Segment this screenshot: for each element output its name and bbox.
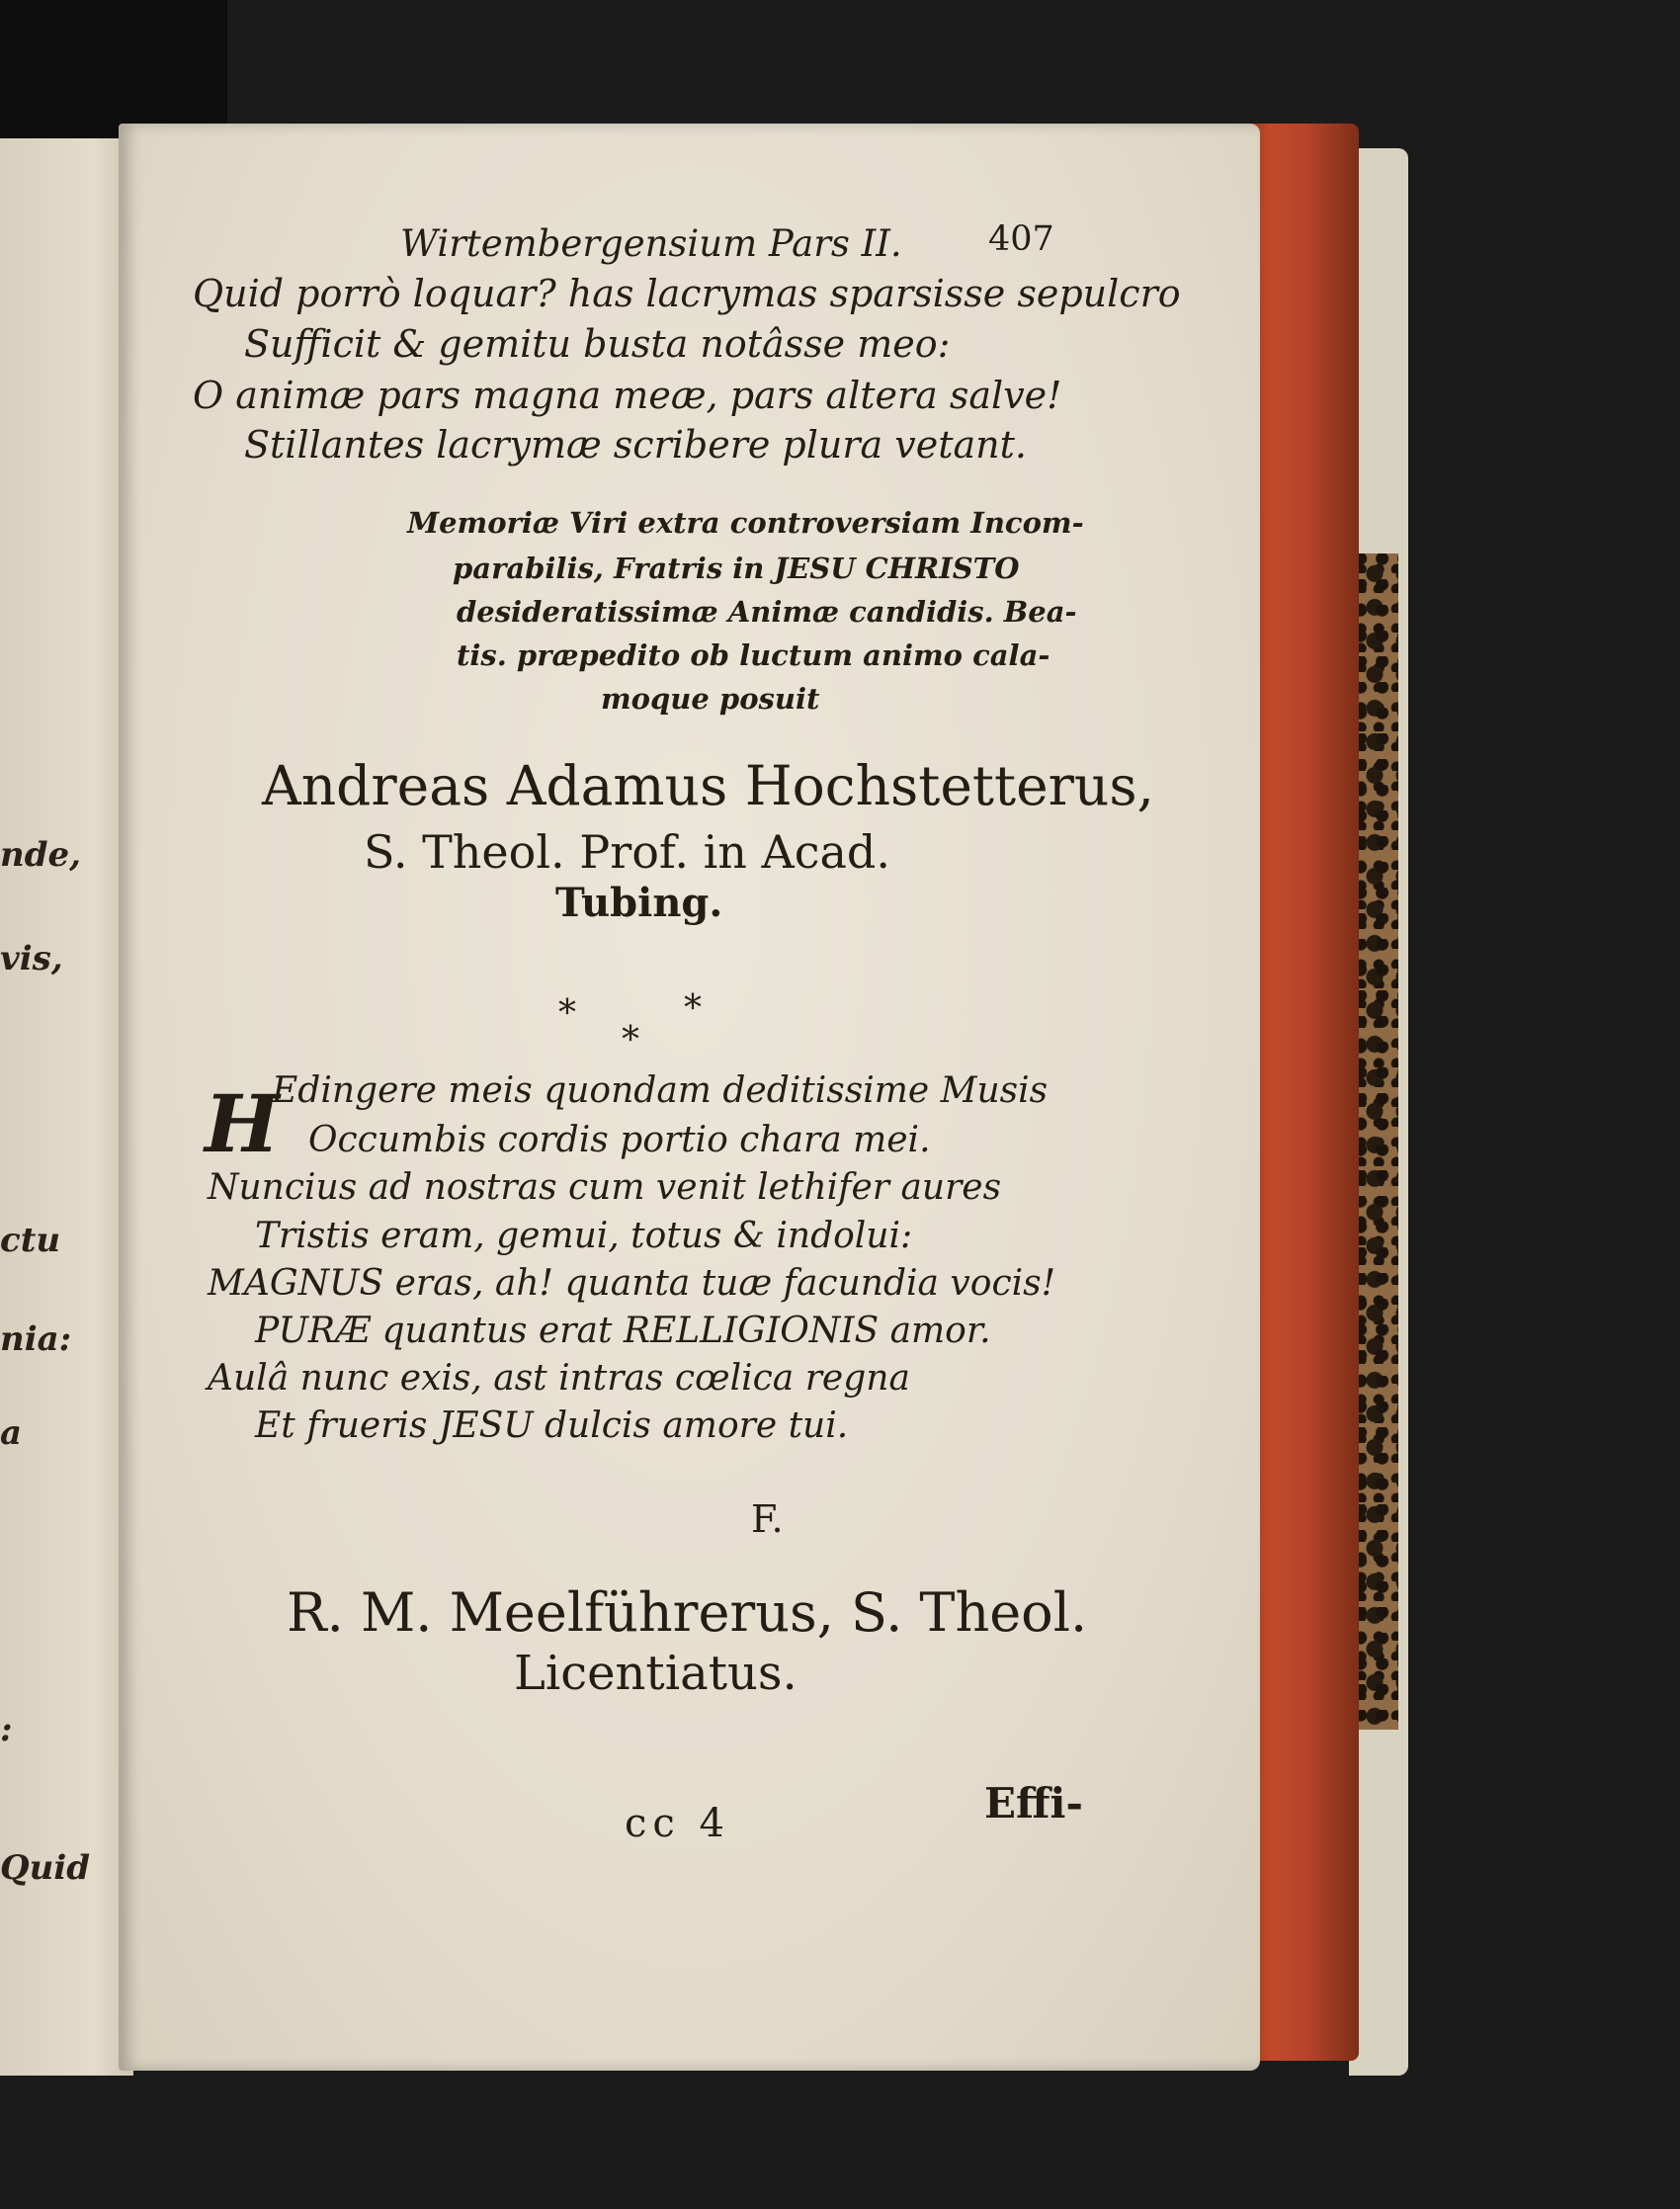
facing-page-left xyxy=(0,138,133,2076)
poem-line: PURÆ quantus erat RELLIGIONIS amor. xyxy=(255,1311,991,1351)
asterism-star: * xyxy=(622,1020,639,1061)
left-fragment: vis, xyxy=(0,939,63,978)
signatory-name: Andreas Adamus Hochstetterus, xyxy=(262,754,1155,817)
poem-line: Stillantes lacrymæ scribere plura vetant. xyxy=(244,423,1027,467)
poem-line: Sufficit & gemitu busta notâsse meo: xyxy=(244,322,951,366)
poem-line: Edingere meis quondam deditissime Musis xyxy=(272,1070,1049,1111)
page-number: 407 xyxy=(988,219,1054,259)
poem-line: Aulâ nunc exis, ast intras cœlica regna xyxy=(208,1358,910,1399)
signatory-name: R. M. Meelführerus, S. Theol. xyxy=(287,1581,1088,1644)
drop-cap: H xyxy=(205,1077,280,1170)
left-fragment: : xyxy=(0,1710,13,1749)
left-fragment: Quid xyxy=(0,1848,91,1888)
poem-line: O animæ pars magna meæ, pars altera salve! xyxy=(193,374,1062,417)
left-fragment: a xyxy=(0,1413,23,1453)
left-fragment: ctu xyxy=(0,1221,61,1260)
asterism-star: * xyxy=(558,993,576,1034)
dedication-line: moque posuit xyxy=(601,682,820,716)
poem-line: Quid porrò loquar? has lacrymas sparsisse sepulcro xyxy=(193,272,1181,315)
signature-mark: cc 4 xyxy=(625,1801,730,1846)
signatory-initial: F. xyxy=(751,1497,784,1541)
poem-line: Tristis eram, gemui, totus & indolui: xyxy=(255,1216,913,1256)
dedication-line: tis. præpedito ob luctum animo cala- xyxy=(457,638,1050,672)
dedication-line: desideratissimæ Animæ candidis. Bea- xyxy=(457,595,1077,629)
signatory-place: Tubing. xyxy=(555,880,723,926)
poem-line: Et frueris JESU dulcis amore tui. xyxy=(255,1405,849,1446)
left-fragment: nde, xyxy=(0,835,81,875)
running-head: Wirtembergensium Pars II. xyxy=(400,222,902,265)
left-fragment: nia: xyxy=(0,1319,72,1359)
asterism-star: * xyxy=(684,988,702,1029)
poem-line: Nuncius ad nostras cum venit lethifer aures xyxy=(208,1167,1002,1208)
signatory-title: Licentiatus. xyxy=(514,1646,798,1701)
catchword: Effi- xyxy=(984,1779,1083,1827)
background-shadow xyxy=(0,0,227,138)
signatory-title: S. Theol. Prof. in Acad. xyxy=(364,825,890,879)
poem-line: MAGNUS eras, ah! quanta tuæ facundia vocis! xyxy=(208,1263,1056,1304)
poem-line: Occumbis cordis portio chara mei. xyxy=(308,1120,931,1160)
dedication-line: Memoriæ Viri extra controversiam Incom- xyxy=(407,506,1084,540)
dedication-line: parabilis, Fratris in JESU CHRISTO xyxy=(453,552,1020,585)
marbled-cover xyxy=(1354,553,1398,1730)
